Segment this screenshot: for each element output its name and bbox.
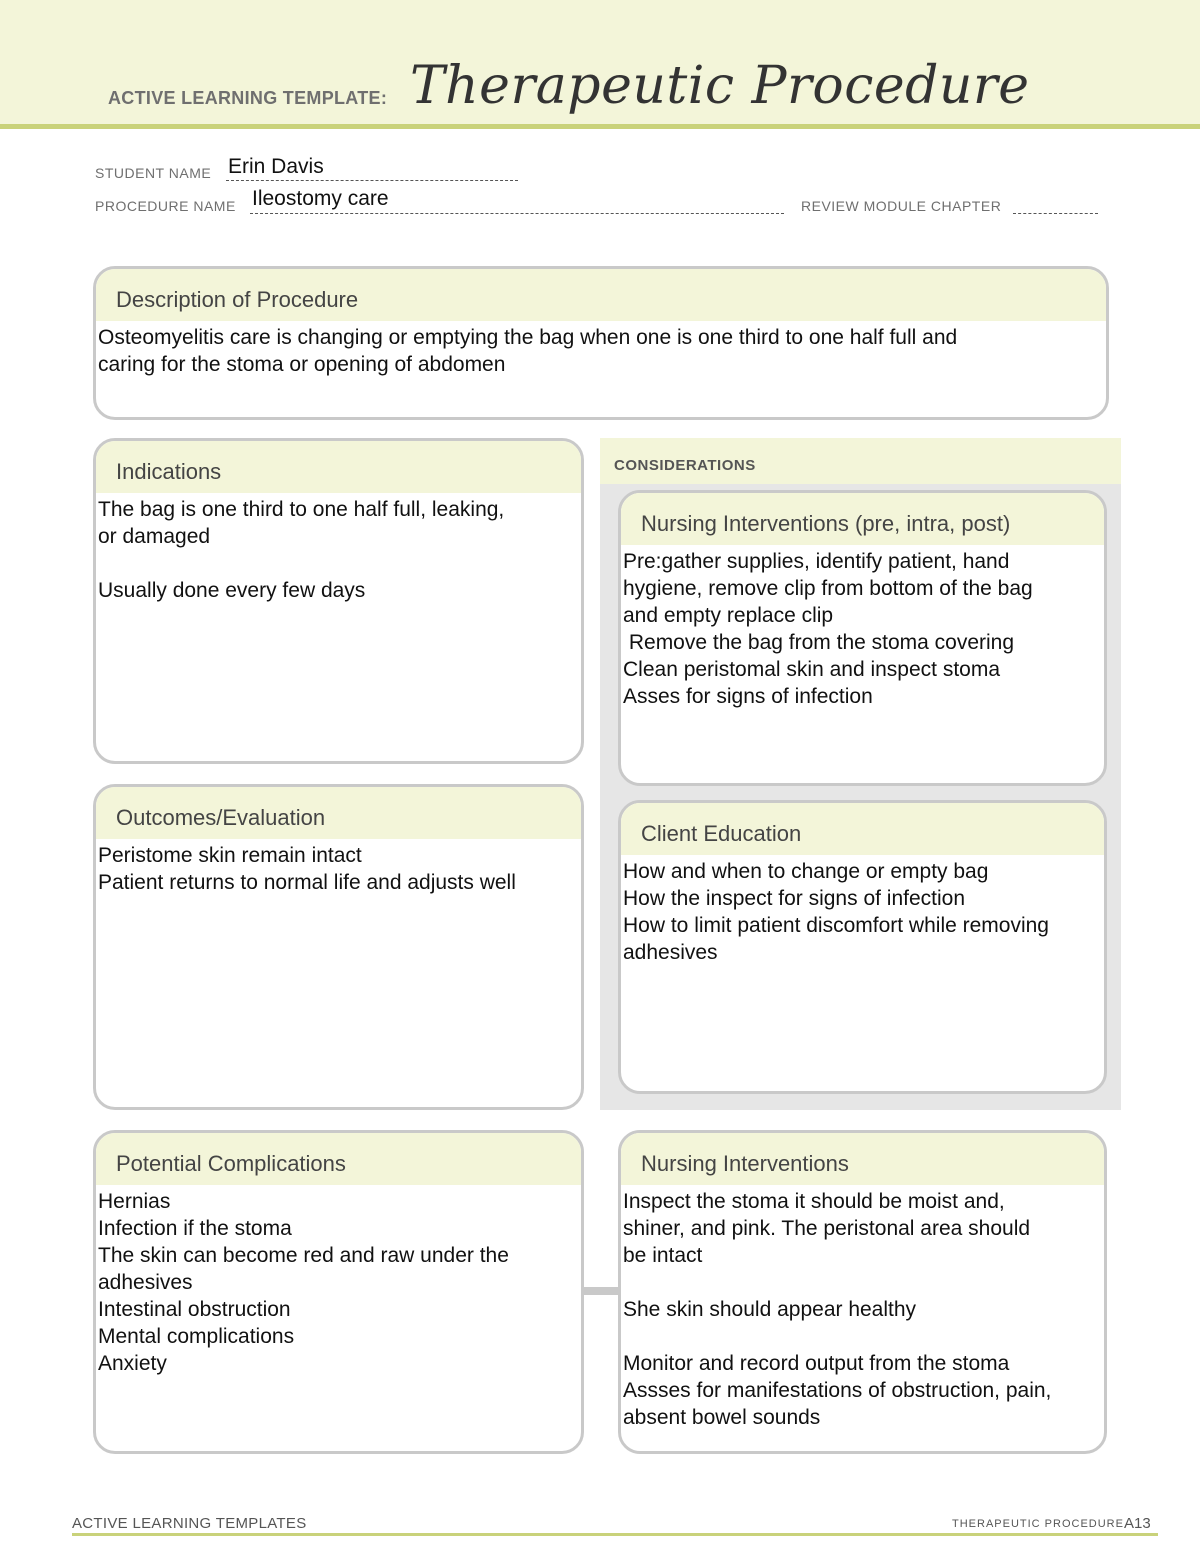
header-divider: [0, 124, 1200, 129]
page-title: Therapeutic Procedure: [410, 56, 1030, 116]
footer-left-label: ACTIVE LEARNING TEMPLATES: [72, 1515, 307, 1532]
nursing-interventions-box: [618, 1130, 1107, 1454]
outcomes-title: Outcomes/Evaluation: [96, 787, 581, 839]
client-education-text[interactable]: How and when to change or empty bag How the inspect for signs of infection How to limit patient discomfort while removing adhesives: [623, 860, 1049, 964]
potential-complications-box: [93, 1130, 584, 1454]
nursing-interventions-ppp-text[interactable]: Pre:gather supplies, identify patient, hand hygiene, remove clip from bottom of the bag and empty replace clip Remove the bag from the stoma covering Clean peristomal skin and inspect stoma Asses for signs of infection: [623, 550, 1033, 708]
description-text[interactable]: Osteomyelitis care is changing or emptying the bag when one is one third to one half full and caring for the stoma or opening of abdomen: [98, 326, 958, 376]
nursing-interventions-ppp-box: [618, 490, 1107, 786]
client-education-title: Client Education: [621, 803, 1104, 855]
indications-box: [93, 438, 584, 764]
potential-complications-text[interactable]: Hernias Infection if the stoma The skin can become red and raw under the adhesives Intestinal obstruction Mental complications Anxiety: [98, 1190, 509, 1375]
procedure-name-label: PROCEDURE NAME: [95, 198, 236, 214]
student-name-underline: [226, 180, 518, 181]
outcomes-box: [93, 784, 584, 1110]
student-name-field[interactable]: Erin Davis: [228, 155, 324, 178]
footer-right-label: THERAPEUTIC PROCEDURE: [952, 1518, 1124, 1530]
client-education-box: [618, 800, 1107, 1094]
description-box: [93, 266, 1109, 420]
procedure-name-field[interactable]: Ileostomy care: [252, 187, 389, 210]
description-title: Description of Procedure: [96, 269, 1106, 321]
nursing-interventions-ppp-title: Nursing Interventions (pre, intra, post): [621, 493, 1104, 545]
nursing-interventions-text[interactable]: Inspect the stoma it should be moist and, shiner, and pink. The peristonal area should be intact She skin should appear healthy Monitor and record output from the stoma Assses for manifestations of obstruction, pain, absent bowel sounds: [623, 1190, 1052, 1429]
student-name-label: STUDENT NAME: [95, 165, 212, 181]
indications-text[interactable]: The bag is one third to one half full, leaking, or damaged Usually done every few days: [98, 498, 505, 602]
footer-page-number: A13: [1124, 1515, 1151, 1532]
outcomes-text[interactable]: Peristome skin remain intact Patient returns to normal life and adjusts well: [98, 844, 516, 894]
procedure-name-underline: [250, 213, 784, 214]
indications-title: Indications: [96, 441, 581, 493]
nursing-interventions-title: Nursing Interventions: [621, 1133, 1104, 1185]
footer-divider: [72, 1533, 1158, 1536]
review-module-underline: [1013, 213, 1098, 214]
connector-bar: [582, 1287, 622, 1295]
review-module-label: REVIEW MODULE CHAPTER: [801, 198, 1002, 214]
potential-complications-title: Potential Complications: [96, 1133, 581, 1185]
considerations-label: CONSIDERATIONS: [614, 457, 756, 474]
template-label: ACTIVE LEARNING TEMPLATE:: [108, 88, 388, 108]
